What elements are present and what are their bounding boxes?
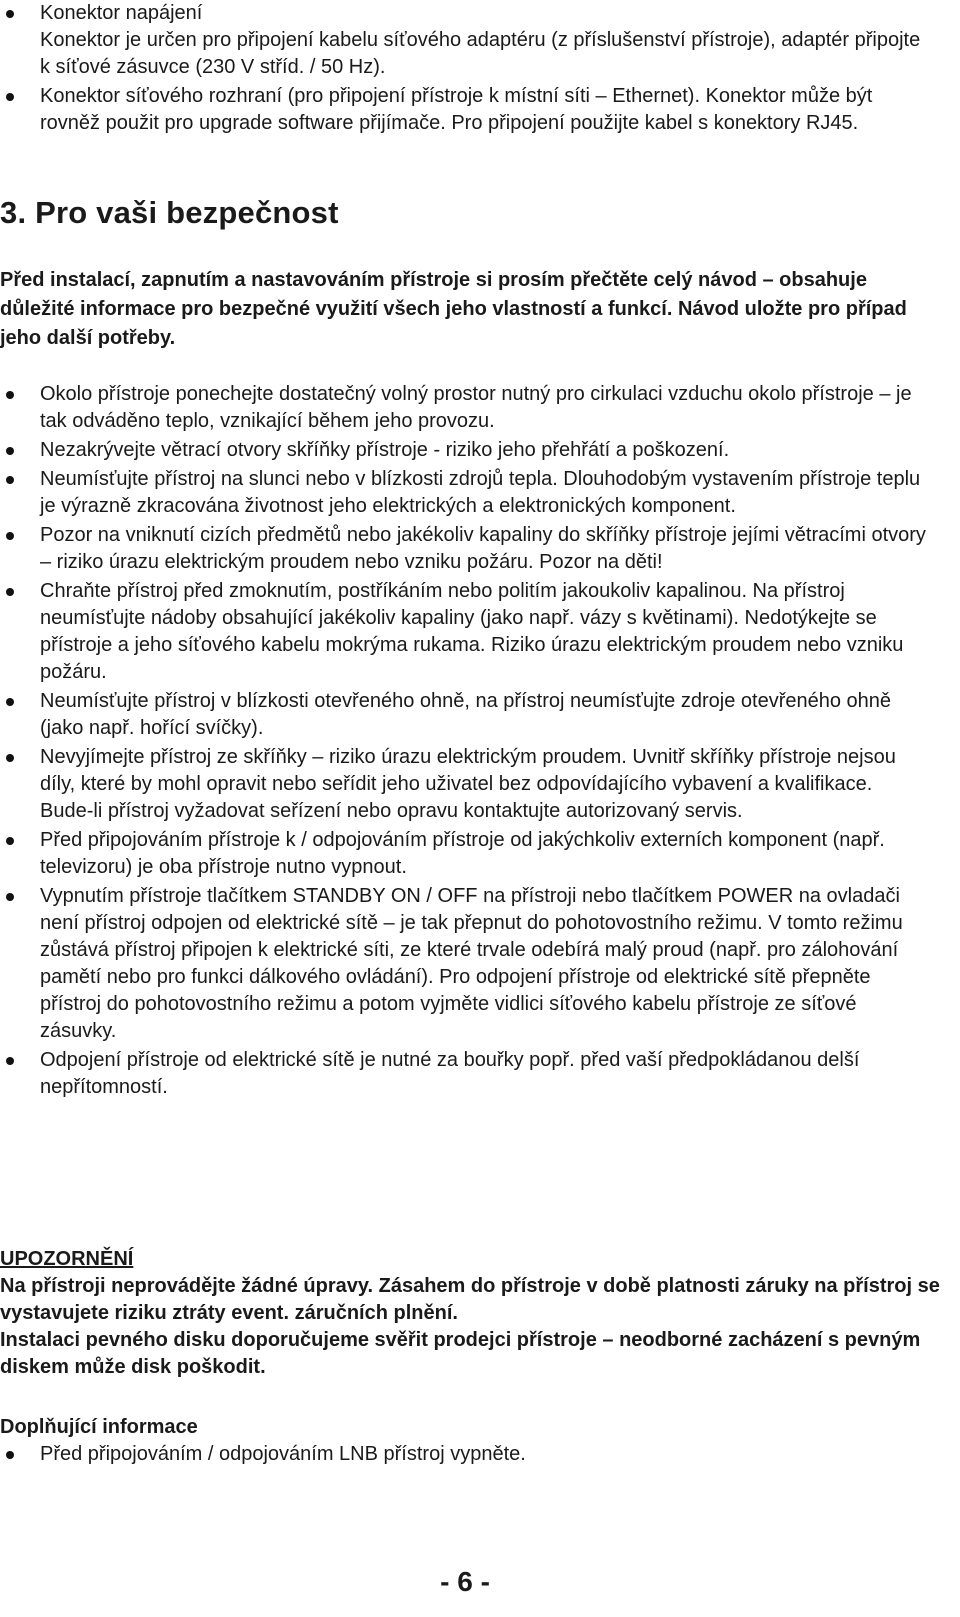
warning-block xyxy=(0,1246,940,1381)
additional-info-title: Doplňující informace xyxy=(0,1416,198,1438)
list-item xyxy=(0,522,960,576)
safety-item-text: Chraňte přístroj před zmoknutím, postříkáním nebo politím jakoukoliv kapalinou. Na přístroj neumísťujte nádoby obsahující jakékoliv kapaliny (jako např. vázy s květinami). Nedotýkejte se přístroje a jeho síťového kabelu mokrýma rukama. Riziko úrazu elektrickým proudem nebo vzniku požáru. xyxy=(40,580,904,683)
bullet-icon xyxy=(6,447,14,455)
list-item xyxy=(0,883,960,1045)
warning-title: UPOZORNĚNÍ xyxy=(0,1248,134,1270)
safety-item-text: Vypnutím přístroje tlačítkem STANDBY ON / OFF na přístroji nebo tlačítkem POWER na ovladači není přístroj odpojen od elektrické sítě – je tak přepnut do pohotovostního režimu. V tomto režimu zůstává přístroj připojen k elektrické síti, ze které trvale odebírá malý proud (např. pro zálohování pamětí nebo pro funkci dálkového ovládání). Pro odpojení přístroje od elektrické sítě přepněte přístroj do pohotovostního režimu a potom vyjměte vidlici síťového kabelu přístroje ze síťové zásuvky. xyxy=(40,885,903,1042)
bullet-icon xyxy=(6,698,14,706)
bullet-icon xyxy=(6,93,14,101)
bullet-icon xyxy=(6,391,14,399)
safety-item-text: Okolo přístroje ponechejte dostatečný volný prostor nutný pro cirkulaci vzduchu okolo přístroje – je tak odváděno teplo, vznikající během jeho provozu. xyxy=(40,383,912,432)
list-item xyxy=(0,578,960,686)
list-item xyxy=(0,381,960,435)
bullet-icon xyxy=(6,893,14,901)
connector-list xyxy=(0,0,960,139)
bullet-icon xyxy=(6,1057,14,1065)
list-item xyxy=(0,1047,960,1101)
list-item xyxy=(0,688,960,742)
bullet-icon xyxy=(6,10,14,18)
bullet-icon xyxy=(6,476,14,484)
warning-text: Instalaci pevného disku doporučujeme svěřit prodejci přístroje – neodborné zacházení s pevným diskem může disk poškodit. xyxy=(0,1329,921,1378)
additional-info-block xyxy=(0,1414,940,1470)
safety-item-text: Před připojováním přístroje k / odpojováním přístroje od jakýchkoliv externích komponent (např. televizoru) je oba přístroje nutno vypnout. xyxy=(40,829,885,878)
list-item xyxy=(0,827,960,881)
bullet-icon xyxy=(6,837,14,845)
safety-item-text: Pozor na vniknutí cizích předmětů nebo jakékoliv kapaliny do skříňky přístroje jejími větracími otvory – riziko úrazu elektrickým proudem nebo vzniku požáru. Pozor na děti! xyxy=(40,524,926,573)
page-number: - 6 - xyxy=(440,1566,490,1597)
bullet-icon xyxy=(6,588,14,596)
safety-item-text: Neumísťujte přístroj v blízkosti otevřeného ohně, na přístroj neumísťujte zdroje otevřeného ohně (jako např. hořící svíčky). xyxy=(40,690,892,739)
safety-item-text: Nezakrývejte větrací otvory skříňky přístroje - riziko jeho přehřátí a poškození. xyxy=(40,439,730,461)
connector-title: Konektor napájení xyxy=(40,2,203,24)
section-heading: 3. Pro vaši bezpečnost xyxy=(0,195,339,230)
connector-text: Konektor je určen pro připojení kabelu síťového adaptéru (z příslušenství přístroje), adaptér připojte k síťové zásuvce (230 V stříd. / 50 Hz). xyxy=(40,29,921,78)
section-intro: Před instalací, zapnutím a nastavováním přístroje si prosím přečtěte celý návod – obsahuje důležité informace pro bezpečné využití všech jeho vlastností a funkcí. Návod uložte pro případ jeho další potřeby. xyxy=(0,269,907,349)
safety-item-text: Nevyjímejte přístroj ze skříňky – riziko úrazu elektrickým proudem. Uvnitř skříňky přístroje nejsou díly, které by mohl opravit nebo seřídit jeho uživatel bez odpovídajícího vybavení a kvalifikace. Bude-li přístroj vyžadovat seřízení nebo opravu kontaktujte autorizovaný servis. xyxy=(40,746,896,822)
list-item xyxy=(0,0,960,81)
bullet-icon xyxy=(6,1451,14,1459)
list-item xyxy=(0,437,960,464)
safety-item-text: Neumísťujte přístroj na slunci nebo v blízkosti zdrojů tepla. Dlouhodobým vystavením přístroje teplu je výrazně zkracována životnost jeho elektrických a elektronických komponent. xyxy=(40,468,921,517)
safety-item-text: Odpojení přístroje od elektrické sítě je nutné za bouřky popř. před vaší předpokládanou delší nepřítomností. xyxy=(40,1049,860,1098)
list-item xyxy=(0,466,960,520)
safety-list xyxy=(0,381,960,1103)
bullet-icon xyxy=(6,532,14,540)
bullet-icon xyxy=(6,754,14,762)
additional-info-list xyxy=(0,1441,940,1468)
list-item xyxy=(0,1441,940,1468)
list-item xyxy=(0,83,960,137)
connector-text: Konektor síťového rozhraní (pro připojení přístroje k místní síti – Ethernet). Konektor může být rovněž použit pro upgrade software přijímače. Pro připojení použijte kabel s konektory RJ45. xyxy=(40,85,873,134)
list-item xyxy=(0,744,960,825)
additional-info-text: Před připojováním / odpojováním LNB přístroj vypněte. xyxy=(40,1443,526,1465)
warning-text: Na přístroji neprovádějte žádné úpravy. Zásahem do přístroje v době platnosti záruky na přístroj se vystavujete riziku ztráty event. záručních plnění. xyxy=(0,1275,940,1324)
